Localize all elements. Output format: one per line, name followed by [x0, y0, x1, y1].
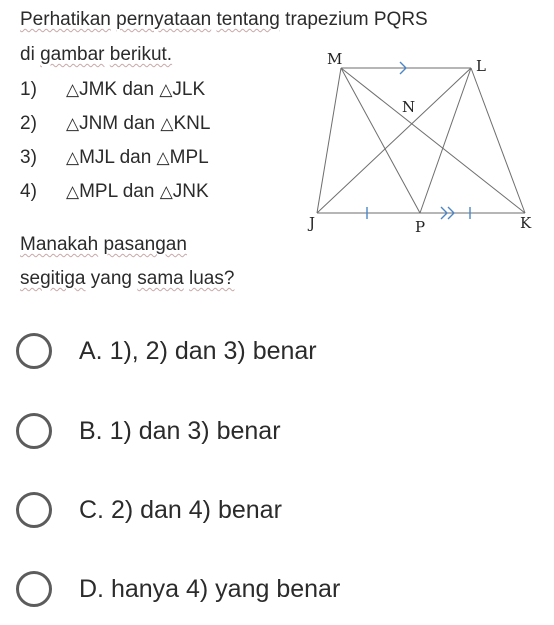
question-word: Perhatikan — [20, 9, 111, 30]
edge-jm — [317, 68, 341, 213]
triangle-name: JLK — [172, 79, 206, 100]
triangle-symbol: △ — [160, 114, 174, 133]
option-b[interactable] — [16, 408, 516, 454]
statement-number: 1) — [20, 79, 37, 100]
triangle-symbol: △ — [66, 114, 80, 133]
question-word: segitiga — [20, 268, 86, 289]
radio-button[interactable] — [16, 492, 52, 528]
triangle-symbol: △ — [66, 148, 80, 167]
label-p: P — [415, 218, 426, 236]
label-n: N — [402, 98, 416, 116]
statement-number: 3) — [20, 147, 37, 168]
question-word: gambar — [40, 44, 105, 65]
question-word: di — [20, 44, 35, 65]
option-label: A. 1), 2) dan 3) benar — [79, 336, 317, 365]
triangle-symbol: △ — [156, 148, 170, 167]
question-word: yang — [90, 268, 132, 289]
statement-number: 2) — [20, 113, 37, 134]
statement-4 — [20, 181, 209, 203]
option-label: C. 2) dan 4) benar — [79, 495, 282, 524]
question-word: tentang — [216, 9, 280, 30]
question-word: sama — [137, 268, 184, 289]
label-k: K — [520, 214, 532, 232]
question-line-1 — [20, 9, 428, 31]
radio-button[interactable] — [16, 413, 52, 449]
question-word: berikut. — [109, 44, 173, 65]
question-word: PQRS — [373, 9, 428, 30]
triangle-name: MJL — [79, 147, 115, 168]
question-line-2 — [20, 44, 172, 66]
conjunction: dan — [123, 113, 156, 134]
option-d[interactable] — [16, 566, 516, 612]
triangle-name: MPL — [79, 181, 118, 202]
option-a[interactable] — [16, 328, 516, 374]
triangle-name: JNK — [172, 181, 209, 202]
statement-2 — [20, 113, 210, 135]
triangle-symbol: △ — [159, 182, 173, 201]
triangle-name: KNL — [173, 113, 211, 134]
conjunction: dan — [122, 79, 155, 100]
triangle-name: MPL — [169, 147, 209, 168]
triangle-name: JNM — [79, 113, 119, 134]
label-l: L — [476, 57, 486, 75]
label-j: J — [309, 214, 316, 232]
trapezium-figure — [300, 46, 540, 246]
label-m: M — [327, 50, 343, 68]
radio-button[interactable] — [16, 333, 52, 369]
option-label: D. hanya 4) yang benar — [79, 574, 341, 603]
statement-3 — [20, 147, 209, 169]
triangle-symbol: △ — [66, 182, 80, 201]
question-word: pernyataan — [116, 9, 212, 30]
segment-lp — [420, 68, 471, 213]
statement-number: 4) — [20, 181, 37, 202]
triangle-name: JMK — [79, 79, 118, 100]
radio-button[interactable] — [16, 571, 52, 607]
question-word: trapezium — [285, 9, 369, 30]
question-word: Manakah — [20, 234, 99, 255]
question-footer-line-1 — [20, 234, 187, 256]
statement-1 — [20, 79, 205, 101]
triangle-symbol: △ — [159, 80, 173, 99]
triangle-symbol: △ — [66, 80, 80, 99]
option-label: B. 1) dan 3) benar — [79, 416, 281, 445]
question-word: pasangan — [103, 234, 187, 255]
question-footer-line-2 — [20, 268, 234, 290]
diagonal-jl — [317, 68, 471, 213]
option-c[interactable] — [16, 487, 516, 533]
segment-mp — [341, 68, 420, 213]
conjunction: dan — [119, 147, 152, 168]
diagonal-mk — [341, 68, 525, 213]
conjunction: dan — [122, 181, 155, 202]
question-word: luas? — [189, 268, 235, 289]
